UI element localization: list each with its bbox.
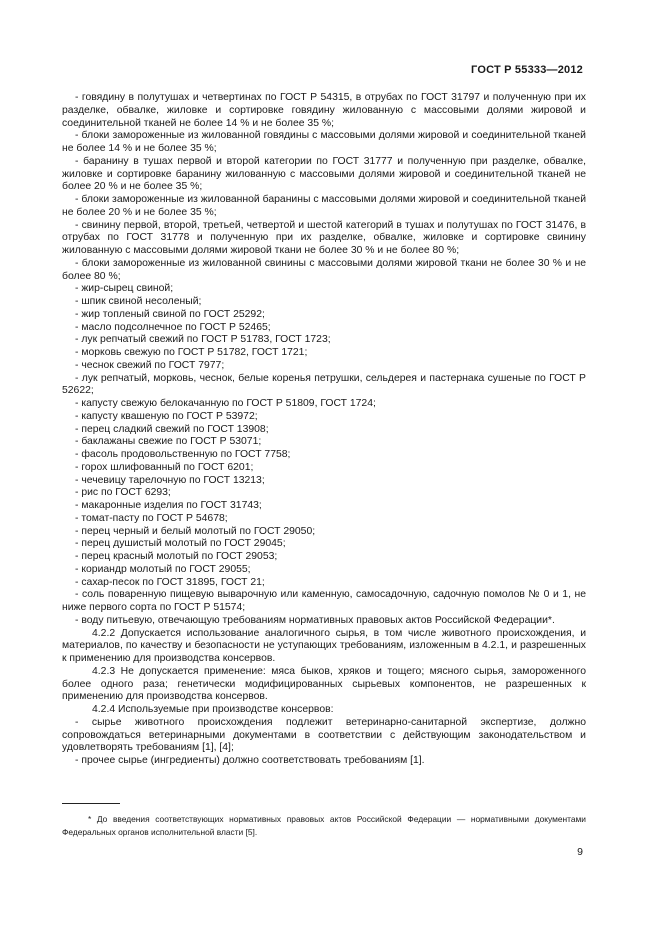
list-item: - макаронные изделия по ГОСТ 31743; [75,500,262,511]
list-item: - баранину в тушах первой и второй категории по ГОСТ 31777 и полученную при разделке, обвалке, жиловке и сортировке баранину жилованную с массовыми долями жировой и соединительной тканей не более 20 % и не более 35 %; [62,155,586,193]
clause-4-2-3: 4.2.3 Не допускается применение: мяса быков, хряков и тощего; мясного сырья, замороженного более одного раза; генетически модифицированных сырьевых компонентов, не разрешенных к применению для производства консервов. [62,665,586,703]
list-item: - прочее сырье (ингредиенты) должно соответствовать требованиям [1]. [75,755,425,766]
list-item: - горох шлифованный по ГОСТ 6201; [75,461,254,473]
list-item: - рис по ГОСТ 6293; [75,487,171,499]
list-item: - блоки замороженные из жилованной баранины с массовыми долями жировой и соединительной тканей не более 20 % и не более 35 %; [62,194,586,218]
list-item: - сырье животного происхождения подлежит ветеринарно-санитарной экспертизе, должно сопровождаться ветеринарными документами в соответствии с действующим законодательством и удовлетворять требованиям [1], [4]; [62,716,586,754]
list-item: - перец душистый молотый по ГОСТ 29045; [75,538,286,550]
list-item: - морковь свежую по ГОСТ Р 51782, ГОСТ 1721; [75,347,308,358]
list-item: - блоки замороженные из жилованной говядины с массовыми долями жировой и соединительной тканей не более 14 % и не более 35 %; [62,130,586,154]
list-item: - соль поваренную пищевую выварочную или каменную, самосадочную, садочную помолов № 0 и 1, не ниже первого сорта по ГОСТ Р 51574; [62,589,586,613]
page-number: 9 [577,846,583,858]
list-item: - жир-сырец свиной; [75,283,174,295]
clause-4-2-2: 4.2.2 Допускается использование аналогичного сырья, в том числе животного происхождения, и материалов, по качеству и безопасности не уступающих требованиям, изложенным в 4.2.1, и разрешенных к применению для производства консервов. [62,627,586,664]
list-item: - кориандр молотый по ГОСТ 29055; [75,563,251,575]
list-item: - шпик свиной несоленый; [75,296,202,307]
list-item: - говядину в полутушах и четвертинах по ГОСТ Р 54315, в отрубах по ГОСТ 31797 и полученную при их разделке, обвалке, жиловке и сортировке говядину жилованную с массовыми долями жировой и соединительной тканей не более 14 % и не более 35 %; [62,92,586,129]
document-body [62,92,586,768]
list-item: - жир топленый свиной по ГОСТ 25292; [75,308,265,320]
footnote-text: * До введения соответствующих нормативных правовых актов Российской Федерации — нормативными документами Федеральных органов исполнительной власти [5]. [62,814,586,837]
list-item: - лук репчатый свежий по ГОСТ Р 51783, ГОСТ 1723; [75,334,331,346]
clause-4-2-4: 4.2.4 Используемые при производстве консервов: [92,704,334,715]
list-item: - блоки замороженные из жилованной свинины с массовыми долями жировой ткани не более 30 % и не более 80 %; [62,257,586,282]
footnote-divider [62,803,120,804]
footnote [62,813,586,839]
list-item: - чеснок свежий по ГОСТ 7977; [75,359,225,371]
list-item: - чечевицу тарелочную по ГОСТ 13213; [75,474,265,486]
list-item: - перец черный и белый молотый по ГОСТ 29050; [75,525,316,537]
list-item: - капусту свежую белокачанную по ГОСТ Р 51809, ГОСТ 1724; [75,398,376,409]
list-item: - масло подсолнечное по ГОСТ Р 52465; [75,321,271,333]
list-item: - перец красный молотый по ГОСТ 29053; [75,551,278,562]
list-item: - фасоль продовольственную по ГОСТ 7758; [75,449,291,460]
list-item: - перец сладкий свежий по ГОСТ 13908; [75,423,269,435]
list-item: - капусту квашеную по ГОСТ Р 53972; [75,410,258,422]
list-item: - воду питьевую, отвечающую требованиям нормативных правовых актов Российской Федерации*. [75,614,555,626]
list-item: - баклажаны свежие по ГОСТ Р 53071; [75,436,262,448]
list-item: - сахар-песок по ГОСТ 31895, ГОСТ 21; [75,576,265,588]
list-item: - лук репчатый, морковь, чеснок, белые коренья петрушки, сельдерея и пастернака сушеные по ГОСТ Р 52622; [62,372,586,397]
list-item: - томат-пасту по ГОСТ Р 54678; [75,512,228,524]
requirements-list [62,717,586,768]
document-header: ГОСТ Р 55333—2012 [471,64,583,76]
raw-materials-list [62,92,586,628]
list-item: - свинину первой, второй, третьей, четвертой и шестой категорий в тушах и полутушах по ГОСТ 31476, в отрубах по ГОСТ 31778 и полученную при их разделке, обвалке, жиловке и сортировке свинину жилованную с массовыми долями жировой ткани не более 30 % и не более 80 %; [62,219,586,256]
